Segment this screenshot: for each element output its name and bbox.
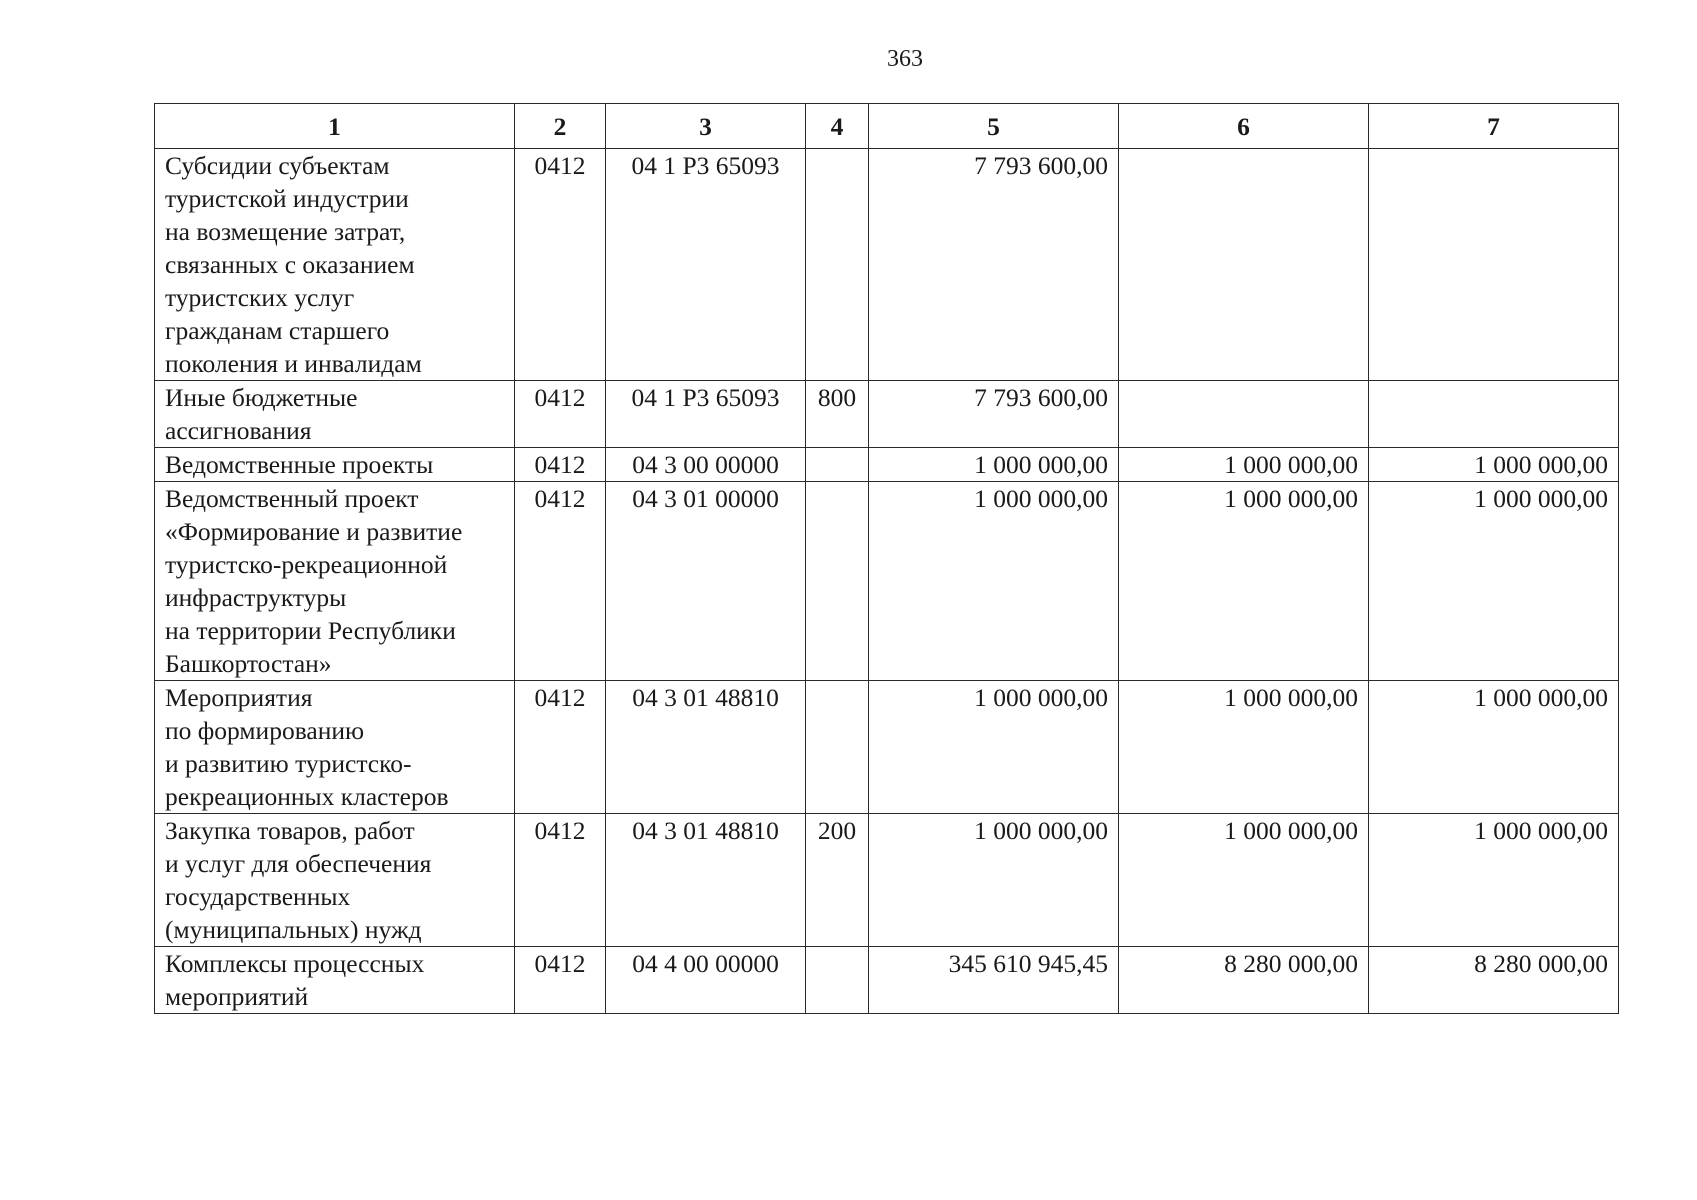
row-name-line: по формированию xyxy=(165,716,365,745)
table-row xyxy=(155,381,1619,448)
row-name-line: государственных xyxy=(165,882,351,911)
table-row xyxy=(155,149,1619,381)
row-name-line: и развитию туристско- xyxy=(165,749,412,778)
row-name-line: Субсидии субъектам xyxy=(165,151,390,180)
row-name-line: Комплексы процессных xyxy=(165,949,425,978)
row-name-cell xyxy=(155,814,515,947)
target-code-cell: 04 3 01 48810 xyxy=(606,681,806,814)
amount-col5-cell: 7 793 600,00 xyxy=(869,149,1119,381)
row-name-line: туристско-рекреационной xyxy=(165,550,448,579)
amount-col5-cell: 7 793 600,00 xyxy=(869,381,1119,448)
row-name-line: ассигнования xyxy=(165,416,312,445)
expense-type-cell xyxy=(806,681,869,814)
amount-col7-cell: 1 000 000,00 xyxy=(1369,482,1619,681)
table-body xyxy=(155,149,1619,1014)
amount-col7-cell: 1 000 000,00 xyxy=(1369,814,1619,947)
table-row xyxy=(155,814,1619,947)
row-name-cell xyxy=(155,681,515,814)
amount-col7-cell: 1 000 000,00 xyxy=(1369,681,1619,814)
section-code-cell: 0412 xyxy=(515,947,606,1014)
row-name-line: Мероприятия xyxy=(165,683,313,712)
target-code-cell: 04 3 01 00000 xyxy=(606,482,806,681)
row-name-line: Закупка товаров, работ xyxy=(165,816,415,845)
column-header-3: 3 xyxy=(606,104,806,149)
table-row xyxy=(155,681,1619,814)
table-header-row xyxy=(155,104,1619,149)
row-name-cell xyxy=(155,947,515,1014)
row-name-line: мероприятий xyxy=(165,982,309,1011)
page-number: 363 xyxy=(887,46,923,72)
target-code-cell: 04 1 Р3 65093 xyxy=(606,381,806,448)
table-row xyxy=(155,448,1619,482)
amount-col6-cell: 8 280 000,00 xyxy=(1119,947,1369,1014)
amount-col7-cell: 1 000 000,00 xyxy=(1369,448,1619,482)
amount-col5-cell: 1 000 000,00 xyxy=(869,482,1119,681)
column-header-6: 6 xyxy=(1119,104,1369,149)
expense-type-cell xyxy=(806,448,869,482)
target-code-cell: 04 4 00 00000 xyxy=(606,947,806,1014)
column-header-7: 7 xyxy=(1369,104,1619,149)
expense-type-cell: 200 xyxy=(806,814,869,947)
row-name-line: туристских услуг xyxy=(165,283,355,312)
column-header-2: 2 xyxy=(515,104,606,149)
section-code-cell: 0412 xyxy=(515,482,606,681)
amount-col5-cell: 1 000 000,00 xyxy=(869,681,1119,814)
amount-col6-cell xyxy=(1119,149,1369,381)
amount-col6-cell: 1 000 000,00 xyxy=(1119,814,1369,947)
column-header-1: 1 xyxy=(155,104,515,149)
section-code-cell: 0412 xyxy=(515,814,606,947)
target-code-cell: 04 1 Р3 65093 xyxy=(606,149,806,381)
amount-col6-cell xyxy=(1119,381,1369,448)
row-name-cell xyxy=(155,482,515,681)
row-name-line: инфраструктуры xyxy=(165,583,347,612)
expense-type-cell xyxy=(806,482,869,681)
amount-col7-cell: 8 280 000,00 xyxy=(1369,947,1619,1014)
row-name-cell xyxy=(155,381,515,448)
amount-col6-cell: 1 000 000,00 xyxy=(1119,448,1369,482)
row-name-line: Иные бюджетные xyxy=(165,383,358,412)
amount-col6-cell: 1 000 000,00 xyxy=(1119,482,1369,681)
row-name-cell xyxy=(155,448,515,482)
amount-col5-cell: 1 000 000,00 xyxy=(869,448,1119,482)
row-name-line: на территории Республики xyxy=(165,616,456,645)
amount-col6-cell: 1 000 000,00 xyxy=(1119,681,1369,814)
row-name-line: гражданам старшего xyxy=(165,316,390,345)
row-name-line: и услуг для обеспечения xyxy=(165,849,432,878)
row-name-line: связанных с оказанием xyxy=(165,250,415,279)
row-name-line: (муниципальных) нужд xyxy=(165,915,422,944)
amount-col5-cell: 345 610 945,45 xyxy=(869,947,1119,1014)
expense-type-cell xyxy=(806,947,869,1014)
amount-col7-cell xyxy=(1369,149,1619,381)
column-header-5: 5 xyxy=(869,104,1119,149)
amount-col7-cell xyxy=(1369,381,1619,448)
table-row xyxy=(155,947,1619,1014)
row-name-line: рекреационных кластеров xyxy=(165,782,449,811)
table-row xyxy=(155,482,1619,681)
row-name-line: на возмещение затрат, xyxy=(165,217,406,246)
amount-col5-cell: 1 000 000,00 xyxy=(869,814,1119,947)
section-code-cell: 0412 xyxy=(515,149,606,381)
expense-type-cell xyxy=(806,149,869,381)
row-name-line: туристской индустрии xyxy=(165,184,409,213)
row-name-cell xyxy=(155,149,515,381)
section-code-cell: 0412 xyxy=(515,381,606,448)
section-code-cell: 0412 xyxy=(515,681,606,814)
target-code-cell: 04 3 01 48810 xyxy=(606,814,806,947)
row-name-line: «Формирование и развитие xyxy=(165,517,463,546)
row-name-line: Ведомственные проекты xyxy=(165,450,434,479)
row-name-line: Башкортостан» xyxy=(165,649,332,678)
expense-type-cell: 800 xyxy=(806,381,869,448)
section-code-cell: 0412 xyxy=(515,448,606,482)
row-name-line: поколения и инвалидам xyxy=(165,349,422,378)
column-header-4: 4 xyxy=(806,104,869,149)
budget-table xyxy=(154,103,1619,1014)
target-code-cell: 04 3 00 00000 xyxy=(606,448,806,482)
row-name-line: Ведомственный проект xyxy=(165,484,419,513)
